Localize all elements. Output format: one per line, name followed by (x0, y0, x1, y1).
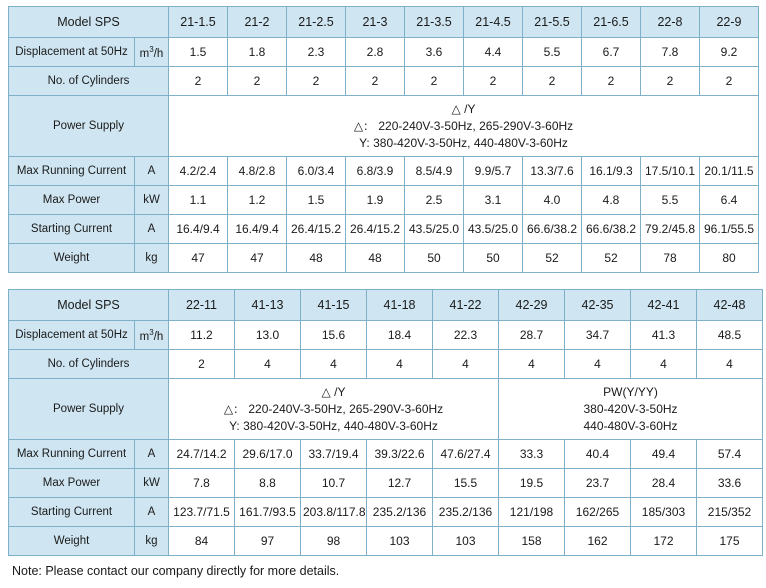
table1-w-9: 80 (700, 244, 759, 273)
table1-displacement-5: 4.4 (464, 38, 523, 67)
footer-note: Note: Please contact our company directly for more details. (12, 564, 340, 578)
table1-sc-1: 16.4/9.4 (228, 215, 287, 244)
table2-mrc-0: 24.7/14.2 (169, 440, 235, 469)
table2-mp-0: 7.8 (169, 469, 235, 498)
table2-mp-7: 28.4 (631, 469, 697, 498)
table1-mrc-3: 6.8/3.9 (346, 157, 405, 186)
table1-model-label: Model SPS (9, 7, 169, 38)
table2-cylinders-2: 4 (301, 350, 367, 379)
table2-mp-8: 33.6 (697, 469, 763, 498)
table2-weight-unit: kg (135, 527, 169, 556)
table1-starting-current-unit: A (135, 215, 169, 244)
table1-displacement-6: 5.5 (523, 38, 582, 67)
table2-displacement-0: 11.2 (169, 321, 235, 350)
table2-power-supply-value-right: PW(Y/YY) 380-420V-3-50Hz 440-480V-3-60Hz (499, 379, 763, 440)
table1-model-9: 22-9 (700, 7, 759, 38)
table2-displacement-label: Displacement at 50Hz (9, 321, 135, 350)
table2-cylinders-5: 4 (499, 350, 565, 379)
table1-w-7: 52 (582, 244, 641, 273)
table2-cylinders-3: 4 (367, 350, 433, 379)
table2-w-1: 97 (235, 527, 301, 556)
table1-weight-label: Weight (9, 244, 135, 273)
table1-model-7: 21-6.5 (582, 7, 641, 38)
table1-w-4: 50 (405, 244, 464, 273)
table1-model-2: 21-2.5 (287, 7, 346, 38)
table2-displacement-4: 22.3 (433, 321, 499, 350)
table2-cylinders-4: 4 (433, 350, 499, 379)
table1-w-6: 52 (523, 244, 582, 273)
table2-cylinders-7: 4 (631, 350, 697, 379)
table1-displacement-1: 1.8 (228, 38, 287, 67)
table1-mrc-4: 8.5/4.9 (405, 157, 464, 186)
table2-w-5: 158 (499, 527, 565, 556)
table2-cylinders-row (9, 350, 763, 379)
table2-model-4: 41-22 (433, 290, 499, 321)
table1-w-2: 48 (287, 244, 346, 273)
table1-displacement-unit: $m^3/h$ (135, 38, 169, 67)
table1-w-1: 47 (228, 244, 287, 273)
table2-model-2: 41-15 (301, 290, 367, 321)
table2-model-8: 42-48 (697, 290, 763, 321)
table1-header-row (9, 7, 759, 38)
table-gap (8, 273, 758, 289)
table2-max-running-current-unit: A (135, 440, 169, 469)
table1-w-8: 78 (641, 244, 700, 273)
table1-mp-2: 1.5 (287, 186, 346, 215)
table1-mp-7: 4.8 (582, 186, 641, 215)
table2-displacement-unit: $m^3/h$ (135, 321, 169, 350)
table1-sc-4: 43.5/25.0 (405, 215, 464, 244)
table1-sc-6: 66.6/38.2 (523, 215, 582, 244)
table2-displacement-3: 18.4 (367, 321, 433, 350)
table1-max-running-current-label: Max Running Current (9, 157, 135, 186)
table1-displacement-0: 1.5 (169, 38, 228, 67)
table2-power-supply-label: Power Supply (9, 379, 169, 440)
table1-displacement-label: Displacement at 50Hz (9, 38, 135, 67)
table1-cylinders-4: 2 (405, 67, 464, 96)
table2-starting-current-row (9, 498, 763, 527)
table2-w-8: 175 (697, 527, 763, 556)
table2-mp-3: 12.7 (367, 469, 433, 498)
table1-weight-row (9, 244, 759, 273)
table2-model-5: 42-29 (499, 290, 565, 321)
table2-mp-5: 19.5 (499, 469, 565, 498)
table2-sc-7: 185/303 (631, 498, 697, 527)
table2-max-running-current-label: Max Running Current (9, 440, 135, 469)
table2-power-supply-row (9, 379, 763, 440)
table2-starting-current-unit: A (135, 498, 169, 527)
table1-sc-8: 79.2/45.8 (641, 215, 700, 244)
table1-model-0: 21-1.5 (169, 7, 228, 38)
table1-mrc-6: 13.3/7.6 (523, 157, 582, 186)
table2-starting-current-label: Starting Current (9, 498, 135, 527)
table1-cylinders-1: 2 (228, 67, 287, 96)
table2-header-row (9, 290, 763, 321)
table2-max-power-unit: kW (135, 469, 169, 498)
table1-starting-current-label: Starting Current (9, 215, 135, 244)
table1-displacement-4: 3.6 (405, 38, 464, 67)
table2-displacement-8: 48.5 (697, 321, 763, 350)
table1-mp-6: 4.0 (523, 186, 582, 215)
table1-mp-4: 2.5 (405, 186, 464, 215)
table2-cylinders-6: 4 (565, 350, 631, 379)
table1-sc-7: 66.6/38.2 (582, 215, 641, 244)
table1-starting-current-row (9, 215, 759, 244)
table1-mrc-0: 4.2/2.4 (169, 157, 228, 186)
table1-model-5: 21-4.5 (464, 7, 523, 38)
table1-max-running-current-row (9, 157, 759, 186)
table1-model-4: 21-3.5 (405, 7, 464, 38)
table1-w-3: 48 (346, 244, 405, 273)
table2-sc-5: 121/198 (499, 498, 565, 527)
table1-mrc-2: 6.0/3.4 (287, 157, 346, 186)
table2-w-7: 172 (631, 527, 697, 556)
table1-displacement-9: 9.2 (700, 38, 759, 67)
table1-power-supply-row (9, 96, 759, 157)
table1-mrc-5: 9.9/5.7 (464, 157, 523, 186)
table1-displacement-8: 7.8 (641, 38, 700, 67)
table1-cylinders-8: 2 (641, 67, 700, 96)
table1-mrc-8: 17.5/10.1 (641, 157, 700, 186)
table1-displacement-2: 2.3 (287, 38, 346, 67)
table1-mp-9: 6.4 (700, 186, 759, 215)
table1-mp-3: 1.9 (346, 186, 405, 215)
table1-power-supply-label: Power Supply (9, 96, 169, 157)
table2-model-3: 41-18 (367, 290, 433, 321)
table2-w-4: 103 (433, 527, 499, 556)
table2-max-power-row (9, 469, 763, 498)
table2-weight-row (9, 527, 763, 556)
table2-power-supply-value-left: △ /Y △： 220-240V-3-50Hz, 265-290V-3-60Hz Y: 380-420V-3-50Hz, 440-480V-3-60Hz (169, 379, 499, 440)
table2-mrc-6: 40.4 (565, 440, 631, 469)
table2-max-running-current-row (9, 440, 763, 469)
table1-cylinders-label: No. of Cylinders (9, 67, 169, 96)
table2-max-power-label: Max Power (9, 469, 135, 498)
table2-mrc-2: 33.7/19.4 (301, 440, 367, 469)
table1-power-supply-value: △ /Y △： 220-240V-3-50Hz, 265-290V-3-60Hz Y: 380-420V-3-50Hz, 440-480V-3-60Hz (169, 96, 759, 157)
table1-cylinders-3: 2 (346, 67, 405, 96)
table2-cylinders-1: 4 (235, 350, 301, 379)
table1-mrc-7: 16.1/9.3 (582, 157, 641, 186)
table1-cylinders-9: 2 (700, 67, 759, 96)
table1-cylinders-6: 2 (523, 67, 582, 96)
table2-sc-8: 215/352 (697, 498, 763, 527)
table2-sc-3: 235.2/136 (367, 498, 433, 527)
table1-max-running-current-unit: A (135, 157, 169, 186)
table1-mrc-9: 20.1/11.5 (700, 157, 759, 186)
table1-displacement-row (9, 38, 759, 67)
table1-model-8: 22-8 (641, 7, 700, 38)
table2-mp-2: 10.7 (301, 469, 367, 498)
table2-model-6: 42-35 (565, 290, 631, 321)
table2-mp-4: 15.5 (433, 469, 499, 498)
table2-cylinders-label: No. of Cylinders (9, 350, 169, 379)
spec-table-1 (8, 6, 759, 273)
table1-sc-5: 43.5/25.0 (464, 215, 523, 244)
table1-w-5: 50 (464, 244, 523, 273)
table1-cylinders-0: 2 (169, 67, 228, 96)
table2-mrc-3: 39.3/22.6 (367, 440, 433, 469)
table2-mp-6: 23.7 (565, 469, 631, 498)
table2-mrc-7: 49.4 (631, 440, 697, 469)
table2-weight-label: Weight (9, 527, 135, 556)
table2-mrc-4: 47.6/27.4 (433, 440, 499, 469)
table2-displacement-5: 28.7 (499, 321, 565, 350)
table2-mrc-8: 57.4 (697, 440, 763, 469)
table1-max-power-label: Max Power (9, 186, 135, 215)
table2-displacement-7: 41.3 (631, 321, 697, 350)
table2-sc-0: 123.7/71.5 (169, 498, 235, 527)
table2-displacement-6: 34.7 (565, 321, 631, 350)
table1-cylinders-7: 2 (582, 67, 641, 96)
table2-model-1: 41-13 (235, 290, 301, 321)
table1-mp-5: 3.1 (464, 186, 523, 215)
table1-weight-unit: kg (135, 244, 169, 273)
table2-sc-1: 161.7/93.5 (235, 498, 301, 527)
table1-max-power-row (9, 186, 759, 215)
table1-cylinders-5: 2 (464, 67, 523, 96)
table1-w-0: 47 (169, 244, 228, 273)
table1-model-6: 21-5.5 (523, 7, 582, 38)
table2-mrc-1: 29.6/17.0 (235, 440, 301, 469)
table1-mp-0: 1.1 (169, 186, 228, 215)
table2-sc-2: 203.8/117.8 (301, 498, 367, 527)
table1-mrc-1: 4.8/2.8 (228, 157, 287, 186)
table1-mp-1: 1.2 (228, 186, 287, 215)
table1-displacement-7: 6.7 (582, 38, 641, 67)
table2-w-2: 98 (301, 527, 367, 556)
table1-displacement-3: 2.8 (346, 38, 405, 67)
table1-sc-3: 26.4/15.2 (346, 215, 405, 244)
table2-sc-4: 235.2/136 (433, 498, 499, 527)
table2-displacement-row (9, 321, 763, 350)
table2-displacement-2: 15.6 (301, 321, 367, 350)
table2-mrc-5: 33.3 (499, 440, 565, 469)
table1-sc-0: 16.4/9.4 (169, 215, 228, 244)
table2-cylinders-8: 4 (697, 350, 763, 379)
table1-cylinders-2: 2 (287, 67, 346, 96)
table2-w-3: 103 (367, 527, 433, 556)
spec-table-2 (8, 289, 763, 556)
table1-sc-2: 26.4/15.2 (287, 215, 346, 244)
table2-mp-1: 8.8 (235, 469, 301, 498)
table2-sc-6: 162/265 (565, 498, 631, 527)
table1-mp-8: 5.5 (641, 186, 700, 215)
table2-displacement-1: 13.0 (235, 321, 301, 350)
table2-w-0: 84 (169, 527, 235, 556)
table1-max-power-unit: kW (135, 186, 169, 215)
table1-cylinders-row (9, 67, 759, 96)
table1-sc-9: 96.1/55.5 (700, 215, 759, 244)
table2-model-7: 42-41 (631, 290, 697, 321)
table2-model-0: 22-11 (169, 290, 235, 321)
table2-model-label: Model SPS (9, 290, 169, 321)
table1-model-3: 21-3 (346, 7, 405, 38)
table1-model-1: 21-2 (228, 7, 287, 38)
table2-w-6: 162 (565, 527, 631, 556)
table2-cylinders-0: 2 (169, 350, 235, 379)
